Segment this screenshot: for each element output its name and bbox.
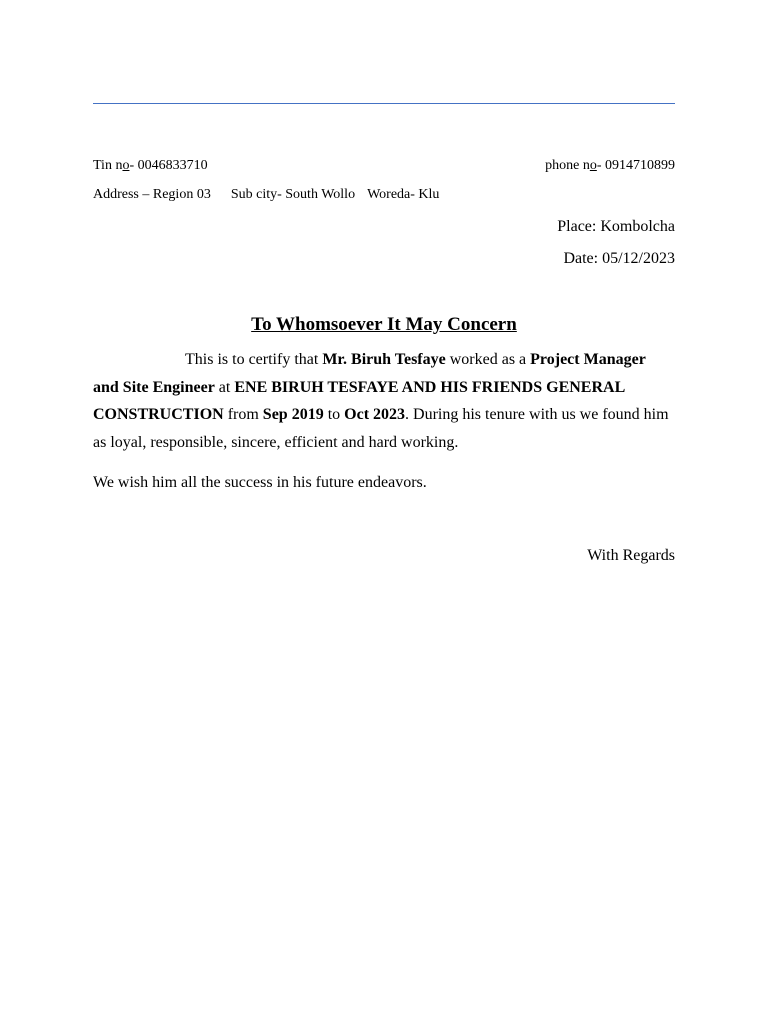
certification-paragraph: This is to certify that Mr. Biruh Tesfaye worked as a Project Manager and Site Engineer at ENE BIRUH TESFAYE AND HIS FRIENDS GENERAL CONSTRUCTION from Sep 2019 to Oct 2023. During his tenure with us we found him as loyal, responsible, sincere, efficient and hard working. bbox=[93, 351, 669, 451]
place-line: Place: Kombolcha bbox=[557, 218, 675, 235]
wish-line: We wish him all the success in his future endeavors. bbox=[93, 474, 427, 491]
header-rule bbox=[93, 103, 675, 104]
address-row bbox=[93, 187, 675, 203]
end-date: Oct 2023 bbox=[344, 406, 406, 423]
address-subcity: Sub city- South Wollo bbox=[230, 187, 356, 202]
address-region: Address – Region 03 bbox=[93, 187, 211, 202]
closing-line: With Regards bbox=[587, 547, 675, 564]
tin-number: Tin no- 0046833710 bbox=[93, 158, 208, 173]
date-line: Date: 05/12/2023 bbox=[563, 250, 675, 267]
phone-number: phone no- 0914710899 bbox=[545, 158, 675, 173]
employee-role: Project Manager and Site Engineer bbox=[93, 351, 646, 396]
address-woreda: Woreda- Klu bbox=[367, 187, 440, 202]
letter-page bbox=[93, 0, 675, 1024]
start-date: Sep 2019 bbox=[262, 406, 324, 423]
employee-name: Mr. Biruh Tesfaye bbox=[322, 351, 446, 368]
company-name: ENE BIRUH TESFAYE AND HIS FRIENDS GENERAL CONSTRUCTION bbox=[93, 378, 625, 423]
letter-title: To Whomsoever It May Concern bbox=[251, 314, 517, 335]
